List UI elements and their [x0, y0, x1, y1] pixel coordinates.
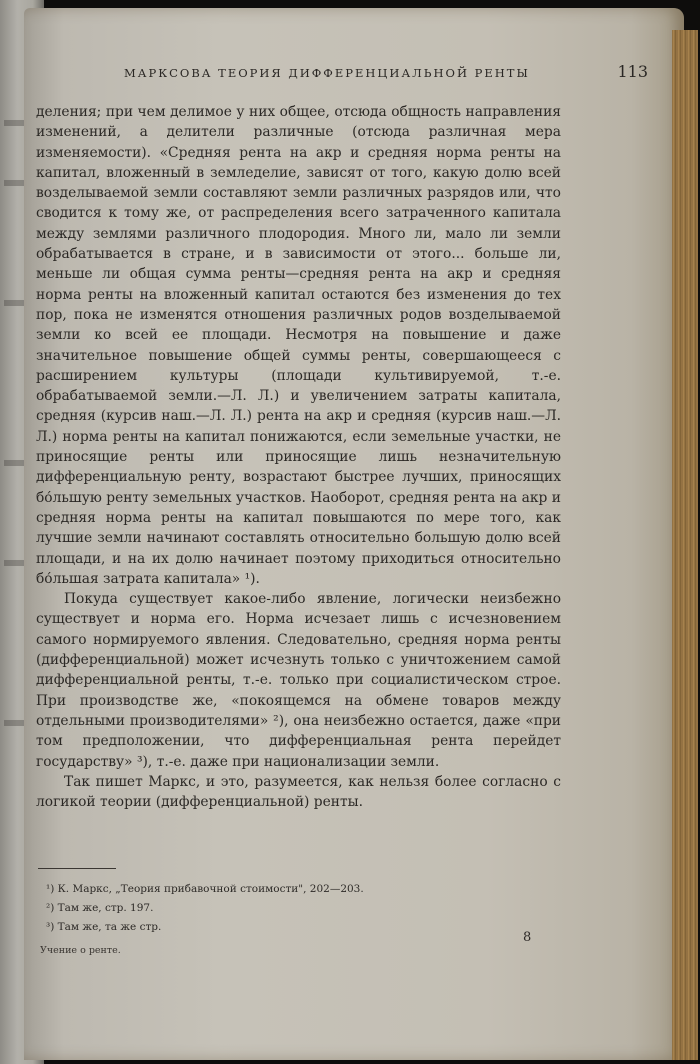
footnotes: [46, 880, 506, 937]
footnote-rule: [38, 868, 116, 869]
paragraph: деления; при чем делимое у них общее, отсюда общность направления изменений, а делители различные (отсюда различная мера изменяемости). «Средняя рента на акр и средняя норма ренты на капитал, вложенный в земледелие, зависят от того, какую долю всей возделываемой земли составляют земли различных разрядов или, что сводится к тому же, от распределения всего затраченного капитала между землями различного плодородия. Много ли, мало ли земли обрабатывается в стране, и в зависимости от этого... больше ли, меньше ли общая сумма ренты—средняя рента на акр и средняя норма ренты на вложенный капитал остаются без изменения до тех пор, пока не изменятся отношения различных родов возделываемой земли ко всей ее площади. Несмотря на повышение и даже значительное повышение общей суммы ренты, совершающееся с расширением культуры (площади культивируемой, т.-е. обрабатываемой земли.—Л. Л.) и увеличением затраты капитала, средняя (курсив наш.—Л. Л.) рента на акр и средняя (курсив наш.—Л. Л.) норма ренты на капитал понижаются, если земельные участки, не приносящие ренты или приносящие лишь незначительную дифференциальную ренту, возрастают быстрее лучших, приносящих бо́льшую ренту земельных участков. Наоборот, средняя рента на акр и средняя норма ренты на капитал повышаются по мере того, как лучшие земли начинают составлять относительно большую долю всей площади, и на их долю начинает поэтому приходиться относительно бо́льшая затрата капитала» ¹).: [36, 104, 561, 587]
page-edges: [672, 30, 698, 1060]
footnote: ²) Там же, стр. 197.: [46, 902, 154, 914]
footnote: ¹) К. Маркс, „Теория прибавочной стоимости", 202—203.: [46, 883, 364, 895]
printer-signature: Учение о ренте.: [40, 945, 121, 956]
paragraph: Так пишет Маркс, и это, разумеется, как нельзя более согласно с логикой теории (дифференциальной) ренты.: [36, 773, 561, 811]
sheet-number: 8: [523, 930, 532, 945]
main-text: [36, 102, 561, 812]
footnote: ³) Там же, та же стр.: [46, 921, 162, 933]
paragraph: Покуда существует какое-либо явление, логически неизбежно существует и норма его. Норма исчезает лишь с исчезновением самого нормируемого явления. Следовательно, средняя норма ренты (дифференциальной) может исчезнуть только с уничтожением самой дифференциальной ренты, т.-е. только при социалистическом строе. При производстве же, «покоящемся на обмене товаров между отдельными производителями» ²), она неизбежно остается, даже «при том предположении, что дифференциальная рента перейдет государству» ³), т.-е. даже при национализации земли.: [36, 591, 561, 770]
page-number: 113: [617, 62, 648, 81]
running-header: [94, 62, 654, 86]
running-head-title: МАРКСОВА ТЕОРИЯ ДИФФЕРЕНЦИАЛЬНОЙ РЕНТЫ: [124, 66, 530, 80]
